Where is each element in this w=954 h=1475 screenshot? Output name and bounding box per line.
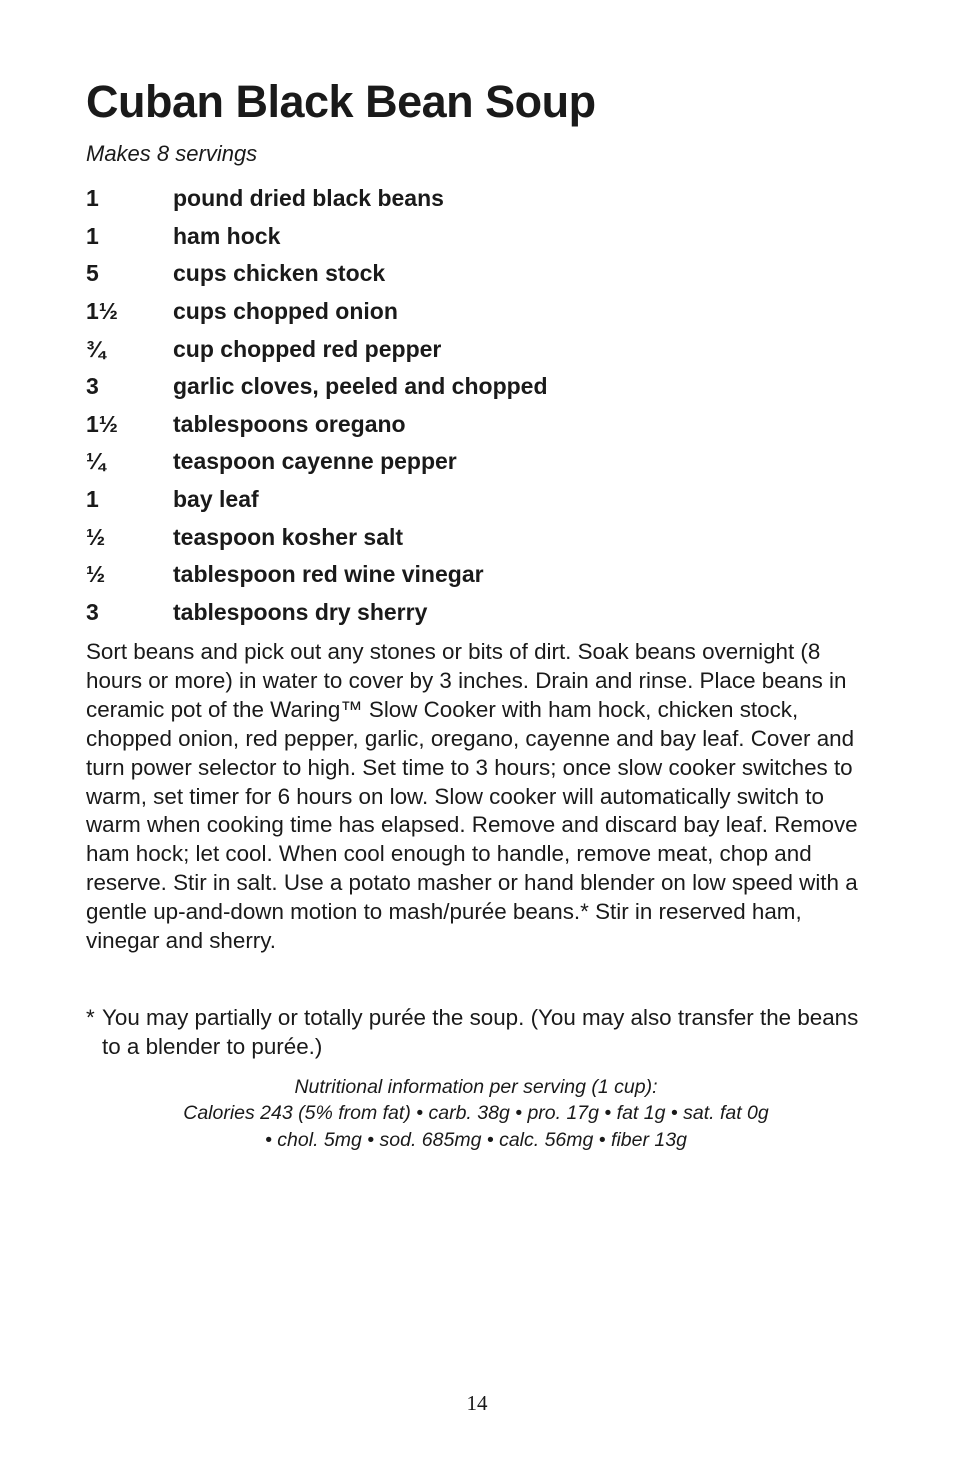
- ingredient-name: tablespoons oregano: [173, 410, 406, 437]
- recipe-directions: Sort beans and pick out any stones or bits of dirt. Soak beans overnight (8 hours or more) in water to cover by 3 inches. Drain and rinse. Place beans in ceramic pot of the Waring™ Slow Cooker with ham hock, chicken stock, chopped onion, red pepper, garlic, oregano, cayenne and bay leaf. Cover and turn power selector to high. Set time to 3 hours; once slow cooker switches to warm, set timer for 6 hours on low. Slow cooker will automatically switch to warm when cooking time has elapsed. Remove and discard bay leaf. Remove ham hock; let cool. When cool enough to handle, remove meat, chop and reserve. Stir in salt. Use a potato masher or hand blender on low speed with a gentle up-and-down motion to mash/purée beans.* Stir in reserved ham, vinegar and sherry.: [86, 639, 858, 954]
- ingredient-name: pound dried black beans: [173, 185, 444, 212]
- ingredient-name: teaspoon kosher salt: [173, 523, 404, 550]
- ingredient-row: [86, 518, 876, 556]
- ingredient-row: [86, 443, 876, 481]
- ingredient-name: tablespoons dry sherry: [173, 598, 428, 625]
- ingredient-row: [86, 481, 876, 519]
- ingredient-row: [86, 180, 876, 218]
- ingredient-name: ham hock: [173, 222, 281, 249]
- nutrition-heading: Nutritional information per serving (1 cup):: [294, 1076, 658, 1098]
- ingredient-row: [86, 255, 876, 293]
- footnote-mark: *: [86, 1005, 95, 1030]
- servings-note: Makes 8 servings: [86, 141, 258, 166]
- ingredient-quantity: 3: [86, 598, 99, 625]
- ingredient-row: [86, 368, 876, 406]
- ingredient-row: [86, 406, 876, 444]
- ingredient-name: tablespoon red wine vinegar: [173, 561, 484, 588]
- nutrition-line: Calories 243 (5% from fat) • carb. 38g • pro. 17g • fat 1g • sat. fat 0g: [183, 1102, 769, 1125]
- ingredient-quantity: 1: [86, 185, 99, 212]
- ingredient-quantity: 1: [86, 222, 99, 249]
- ingredient-row: [86, 556, 876, 594]
- footnote-text: You may partially or totally purée the soup. (You may also transfer the beans to a blender to purée.): [102, 1005, 859, 1059]
- ingredient-quantity: 5: [86, 260, 99, 287]
- ingredient-quantity: ¾: [86, 335, 106, 362]
- nutrition-line: • chol. 5mg • sod. 685mg • calc. 56mg • fiber 13g: [265, 1128, 687, 1151]
- ingredient-row: [86, 218, 876, 256]
- recipe-title: Cuban Black Bean Soup: [86, 76, 596, 127]
- ingredient-name: garlic cloves, peeled and chopped: [173, 373, 548, 400]
- ingredient-name: bay leaf: [173, 486, 259, 513]
- ingredient-name: cups chicken stock: [173, 260, 386, 287]
- ingredient-row: [86, 594, 876, 632]
- ingredient-row: [86, 293, 876, 331]
- ingredient-row: [86, 330, 876, 368]
- ingredient-quantity: 3: [86, 373, 99, 400]
- ingredient-quantity: 1½: [86, 410, 118, 437]
- nutrition-info: [86, 1074, 866, 1153]
- recipe-footnote: [86, 1003, 876, 1061]
- ingredient-quantity: ½: [86, 523, 106, 550]
- ingredient-name: teaspoon cayenne pepper: [173, 448, 457, 475]
- ingredient-quantity: ¼: [86, 448, 106, 475]
- ingredient-name: cup chopped red pepper: [173, 335, 442, 362]
- page-number: 14: [466, 1391, 488, 1415]
- ingredient-quantity: 1: [86, 486, 99, 513]
- ingredient-quantity: 1½: [86, 298, 118, 325]
- ingredient-list: [86, 180, 876, 631]
- ingredient-quantity: ½: [86, 561, 106, 588]
- ingredient-name: cups chopped onion: [173, 298, 398, 325]
